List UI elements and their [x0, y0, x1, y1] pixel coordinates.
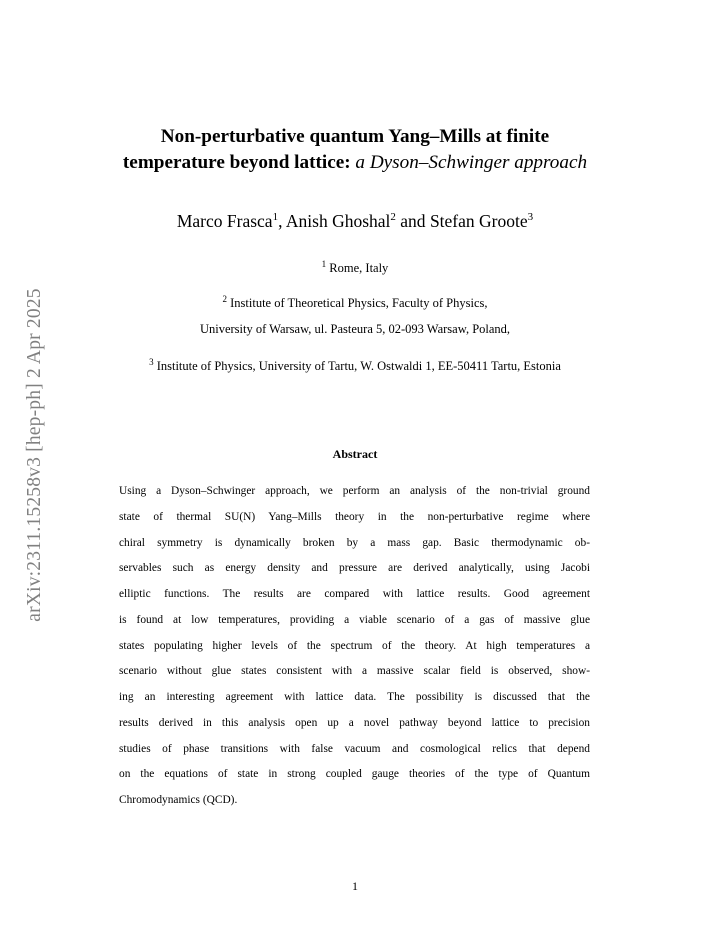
title-line-2	[60, 150, 650, 176]
abstract-line: states populating higher levels of the spectrum of the theory. At high temperatures a	[119, 639, 590, 652]
affil-mark: 3	[149, 357, 154, 367]
author-separator: ,	[278, 211, 286, 231]
author-affil-mark: 2	[390, 211, 396, 224]
abstract-line: on the equations of state in strong coupled gauge theories of the type of Quantum	[119, 768, 590, 781]
abstract-line: elliptic functions. The results are compared with lattice results. Good agreement	[119, 588, 590, 600]
affil-mark: 1	[321, 259, 327, 269]
author-affil-mark: 3	[527, 211, 534, 224]
affiliation-3	[0, 357, 710, 374]
abstract-line: Chromodynamics (QCD).	[119, 794, 238, 806]
abstract-line: ing an interesting agreement with lattice data. The possibility is discussed that the	[119, 691, 590, 703]
abstract-line: scenario without glue states consistent with a massive scalar field is observed, show-	[119, 665, 590, 678]
author-name: Anish Ghoshal	[285, 211, 391, 231]
author-list	[0, 211, 710, 232]
author-name: Marco Frasca	[176, 211, 273, 231]
title-subtitle: a Dyson–Schwinger approach	[355, 152, 588, 173]
affil-text: Institute of Physics, University of Tartu, W. Ostwaldi 1, EE-50411 Tartu, Estonia	[156, 359, 561, 374]
abstract-line: Using a Dyson–Schwinger approach, we perform an analysis of the non-trivial ground	[119, 485, 590, 497]
abstract-line: results derived in this analysis open up a novel pathway beyond lattice to precision	[119, 716, 590, 729]
author-separator: and	[395, 211, 430, 231]
page-number: 1	[352, 879, 358, 893]
title-line-1: Non-perturbative quantum Yang–Mills at finite	[160, 126, 550, 147]
abstract-line: servables such as energy density and pressure are derived analytically, using Jacobi	[119, 562, 590, 575]
affiliation-2	[0, 294, 710, 311]
affiliation-2-line-2: University of Warsaw, ul. Pasteura 5, 02-093 Warsaw, Poland,	[199, 322, 511, 336]
author-affil-mark: 1	[272, 211, 279, 224]
affil-mark: 2	[222, 294, 227, 304]
affiliation-1	[0, 259, 710, 276]
paper-title	[60, 124, 650, 176]
affil-text: Rome, Italy	[329, 261, 389, 276]
title-line-2-bold: temperature beyond lattice:	[122, 152, 351, 173]
abstract-body	[119, 479, 590, 814]
author-name: Stefan Groote	[429, 211, 528, 231]
abstract-line: state of thermal SU(N) Yang–Mills theory in the non-perturbative regime where	[119, 510, 590, 523]
abstract-line: is found at low temperatures, providing a viable scenario of a gas of massive glue	[119, 613, 590, 626]
abstract-line: chiral symmetry is dynamically broken by a mass gap. Basic thermodynamic ob-	[119, 536, 590, 549]
affil-text: Institute of Theoretical Physics, Faculty of Physics,	[230, 296, 488, 311]
abstract-heading: Abstract	[332, 447, 378, 461]
arxiv-identifier: arXiv:2311.15258v3 [hep-ph] 2 Apr 2025	[24, 288, 45, 622]
abstract-line: studies of phase transitions with false vacuum and cosmological relics that depend	[119, 742, 590, 755]
